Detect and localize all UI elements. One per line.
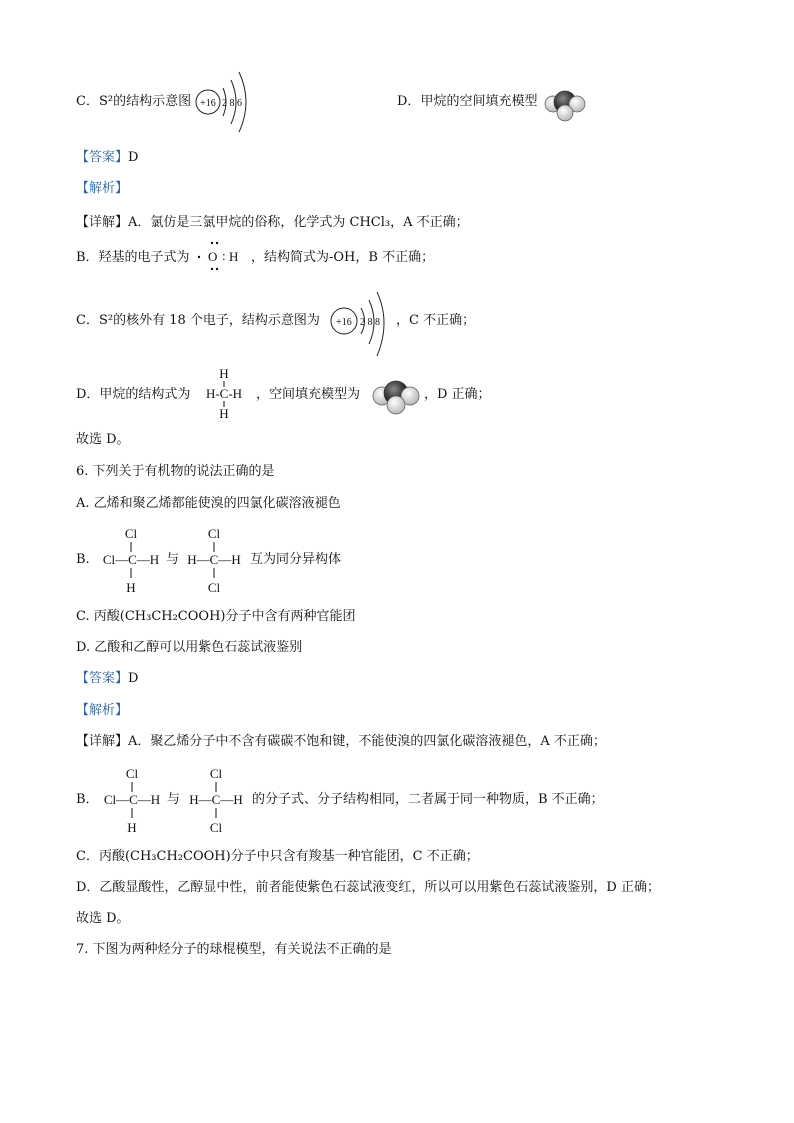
q6-detail-struct-2 — [180, 764, 252, 836]
struct-bottom: Cl — [209, 820, 223, 835]
q5-analysis-heading: 【解析】 — [76, 181, 129, 196]
q6-option-b-mid: 与 — [166, 552, 180, 567]
methane-structural-formula — [198, 366, 254, 422]
struct-row: H—C—H — [189, 792, 243, 807]
q6-detail-b-post: 的分子式、分子结构相同，二者属于同一种物质，B 不正确； — [252, 792, 604, 807]
struct-bottom: H — [127, 820, 137, 835]
q6-detail-c: C．丙酸(CH₃CH₂COOH)分子中只含有羧基一种官能团，C 不正确； — [76, 849, 479, 864]
q6-answer — [76, 671, 138, 687]
q5-detail-c-post: ，C 不正确； — [396, 313, 476, 328]
sulfur-ion-288-diagram — [328, 288, 394, 360]
q5-detail-c — [76, 313, 320, 329]
struct-top: Cl — [125, 766, 139, 781]
q6-stem: 6. 下列关于有机物的说法正确的是 — [76, 464, 275, 479]
option-text: 甲烷的空间填充模型 — [420, 94, 538, 109]
q6-conclusion: 故选 D。 — [76, 911, 130, 926]
nucleus-charge: +16 — [200, 98, 216, 109]
q6-detail-d: D．乙酸显酸性，乙醇显中性，前者能使紫色石蕊试液变红，所以可以用紫色石蕊试液鉴别，D 正确； — [76, 880, 660, 895]
q5-answer — [76, 150, 138, 166]
q6-analysis-heading: 【解析】 — [76, 703, 129, 718]
q6-option-a: A. 乙烯和聚乙烯都能使溴的四氯化碳溶液褪色 — [76, 496, 341, 511]
q6-detail-a: 【详解】A．聚乙烯分子中不含有碳碳不饱和键，不能使溴的四氯化碳溶液褪色，A 不正确； — [76, 734, 606, 749]
q6-detail-struct-1 — [94, 764, 168, 836]
detail-c-pre: C．S²的核外有 18 个电子，结构示意图为 — [76, 313, 320, 328]
q6-struct-1 — [93, 524, 167, 596]
hydroxyl-electron-formula — [194, 238, 250, 272]
answer-label: 【答案】 — [76, 671, 129, 686]
q5-option-d — [397, 94, 537, 110]
nucleus-charge: +16 — [336, 317, 352, 328]
answer-value: D — [128, 671, 139, 686]
sulfur-ion-286-diagram — [193, 66, 257, 138]
answer-label: 【答案】 — [76, 150, 129, 165]
struct-top: Cl — [124, 526, 138, 541]
q5-detail-a: 【详解】A．氯仿是三氯甲烷的俗称，化学式为 CHCl₃，A 不正确； — [76, 215, 469, 230]
struct-top: H — [219, 366, 229, 381]
detail-d-pre: D．甲烷的结构式为 — [76, 387, 191, 402]
electron-shells: 2 8 6 — [222, 98, 242, 109]
electron-shells: 2 8 8 — [360, 317, 380, 328]
q5-conclusion: 故选 D。 — [76, 432, 130, 447]
struct-top: Cl — [209, 766, 223, 781]
option-text: S²的结构示意图 — [98, 94, 192, 109]
q6-detail-b-mid: 与 — [167, 792, 181, 807]
struct-bottom: H — [219, 406, 229, 421]
methane-space-filling-model-2 — [371, 377, 421, 415]
q5-detail-d-mid: ，空间填充模型为 — [256, 387, 361, 402]
q6-detail-b-prefix: B． — [76, 792, 99, 807]
q6-struct-2 — [178, 524, 250, 596]
q5-detail-b-post: ，结构简式为-OH，B 不正确； — [251, 250, 435, 265]
q6-option-d: D. 乙酸和乙醇可以用紫色石蕊试液鉴别 — [76, 640, 303, 655]
option-prefix: D． — [397, 94, 421, 109]
methane-space-filling-model — [543, 86, 587, 122]
q6-option-b-prefix: B. — [76, 552, 90, 567]
q7-stem: 7. 下图为两种烃分子的球棍模型，有关说法不正确的是 — [76, 942, 392, 957]
struct-row: Cl—C—H — [103, 792, 161, 807]
q6-option-b-post: 互为同分异构体 — [250, 552, 342, 567]
q5-option-c — [76, 94, 191, 110]
q5-detail-b — [76, 250, 190, 266]
option-prefix: C． — [76, 94, 99, 109]
q5-detail-d — [76, 387, 190, 403]
bond-pair: : — [222, 248, 226, 263]
q5-detail-d-post: ，D 正确； — [424, 387, 491, 402]
struct-top: Cl — [207, 526, 221, 541]
struct-row: Cl—C—H — [102, 552, 160, 567]
detail-b-pre: B．羟基的电子式为 — [76, 250, 190, 265]
struct-bottom: H — [126, 580, 136, 595]
struct-bottom: Cl — [207, 580, 221, 595]
hydrogen-atom: H — [229, 249, 239, 264]
q6-option-c: C. 丙酸(CH₃CH₂COOH)分子中含有两种官能团 — [76, 609, 356, 624]
struct-row: H—C—H — [187, 552, 241, 567]
answer-value: D — [128, 150, 139, 165]
struct-middle: H-C-H — [205, 386, 243, 401]
oxygen-atom: O — [208, 249, 218, 264]
